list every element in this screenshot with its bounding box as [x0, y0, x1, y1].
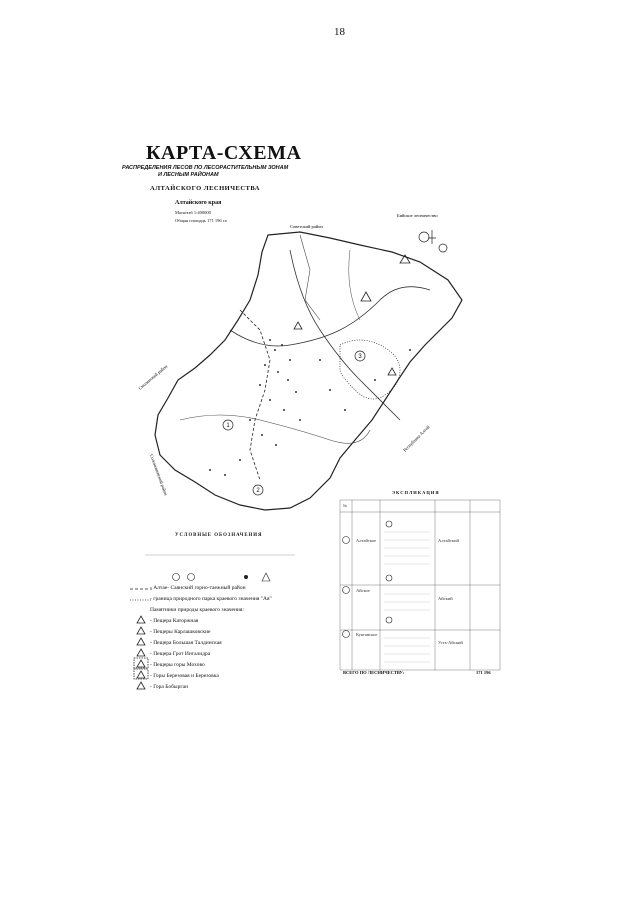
page-number: 18 [334, 26, 345, 38]
map-title: КАРТА-СХЕМА [146, 142, 302, 164]
organization-name: АЛТАЙСКОГО ЛЕСНИЧЕСТВА [150, 185, 260, 192]
table-subcircle-3 [386, 617, 392, 623]
district-marker-1-label: 1 [226, 423, 230, 429]
district-marker-2-label: 2 [256, 488, 260, 494]
legend-item-2 [128, 596, 272, 602]
legend-item-3-text: Памятники природы краевого значения: [150, 607, 244, 613]
legend-item-1-text: - Алтае- Саянский горно-таежный район [150, 585, 246, 591]
explication-row-3-value: Усть-Айский [438, 640, 463, 645]
legend-item-2-text: - граница природного парка краевого значения "Ая" [150, 596, 272, 602]
explication-row-1-value: Алтайский [438, 538, 459, 543]
map-subtitle-line1: РАСПРЕДЕЛЕНИЯ ЛЕСОВ ПО ЛЕСОРАСТИТЕЛЬНЫМ ЗОНАМ [122, 165, 289, 171]
legend-symbol-triangle [262, 573, 270, 581]
total-area: Общая площадь 171 196 га [175, 218, 227, 223]
legend-item-9 [128, 673, 219, 679]
legend-item-5 [128, 629, 210, 635]
monument-triangle-2 [294, 322, 302, 329]
zone-boundary-dashed [240, 310, 270, 480]
explication-col-number: № [343, 503, 347, 508]
table-circle-1 [343, 537, 350, 544]
legend-heading: УСЛОВНЫЕ ОБОЗНАЧЕНИЯ [175, 533, 263, 538]
table-subcircle-2 [386, 575, 392, 581]
explication-row-2-forestry: Айское [356, 588, 370, 593]
explication-total-label: ВСЕГО ПО ЛЕСНИЧЕСТВУ: [343, 670, 405, 675]
road-2 [300, 235, 320, 320]
explication-total-value: 171 196 [476, 670, 491, 675]
monument-triangle-3 [388, 368, 396, 375]
legend-item-9-text: - Горы Березовая и Березовка [150, 673, 219, 679]
monument-triangle-1 [361, 292, 371, 301]
legend-item-8 [128, 662, 205, 668]
table-circle-2 [343, 587, 350, 594]
explication-row-3-forestry: Куяганское [356, 632, 378, 637]
legend-symbol-circle-1 [173, 574, 180, 581]
legend-item-5-text: - Пещеры Карлашковские [150, 629, 211, 635]
forestry-boundary [155, 232, 462, 510]
legend-item-7 [128, 651, 210, 657]
label-southeast-republic: Республика Алтай [402, 424, 431, 453]
explication-heading: ЭКСПЛИКАЦИЯ [392, 490, 440, 495]
legend-item-4-text: - Пещера Каторжная [150, 618, 199, 624]
table-circle-3 [343, 631, 350, 638]
legend-symbol-dot [244, 575, 248, 579]
region-name: Алтайского края [175, 200, 222, 206]
table-subcircle-1 [386, 521, 392, 527]
explication-row-2-value: Айский [438, 596, 453, 601]
river-main [290, 250, 400, 420]
label-southwest-district: Солонешенский район [149, 453, 169, 497]
legend-symbol-circle-2 [188, 574, 195, 581]
road-3 [349, 250, 360, 320]
district-marker-3-label: 3 [358, 354, 362, 360]
legend-item-1 [128, 585, 246, 591]
map-subtitle-line2: И ЛЕСНЫМ РАЙОНАМ [158, 172, 219, 178]
legend-item-10-text: - Гора Бобырган [150, 684, 189, 690]
legend-item-3 [128, 607, 244, 613]
legend-item-6-text: - Пещера Большая Талдинская [150, 640, 222, 646]
road-1 [180, 415, 370, 443]
map-scale: Масштаб 1:400000 [175, 210, 211, 215]
inset-circle-1 [419, 232, 429, 242]
legend-item-4 [128, 618, 198, 624]
legend-item-7-text: - Пещера Грот Ингалидра [150, 651, 211, 657]
explication-row-1-forestry: Алтайское [356, 538, 377, 543]
legend-item-10 [128, 684, 188, 690]
inset-circle-2 [439, 244, 447, 252]
label-west-district: Смоленский район [137, 363, 169, 391]
river-secondary [230, 287, 430, 346]
label-north-district: Советский район [290, 224, 323, 229]
label-northeast: Бийское лесничество [397, 213, 438, 218]
legend-item-6 [128, 640, 222, 646]
legend-item-8-text: - Пещеры горы Мохово [150, 662, 205, 668]
